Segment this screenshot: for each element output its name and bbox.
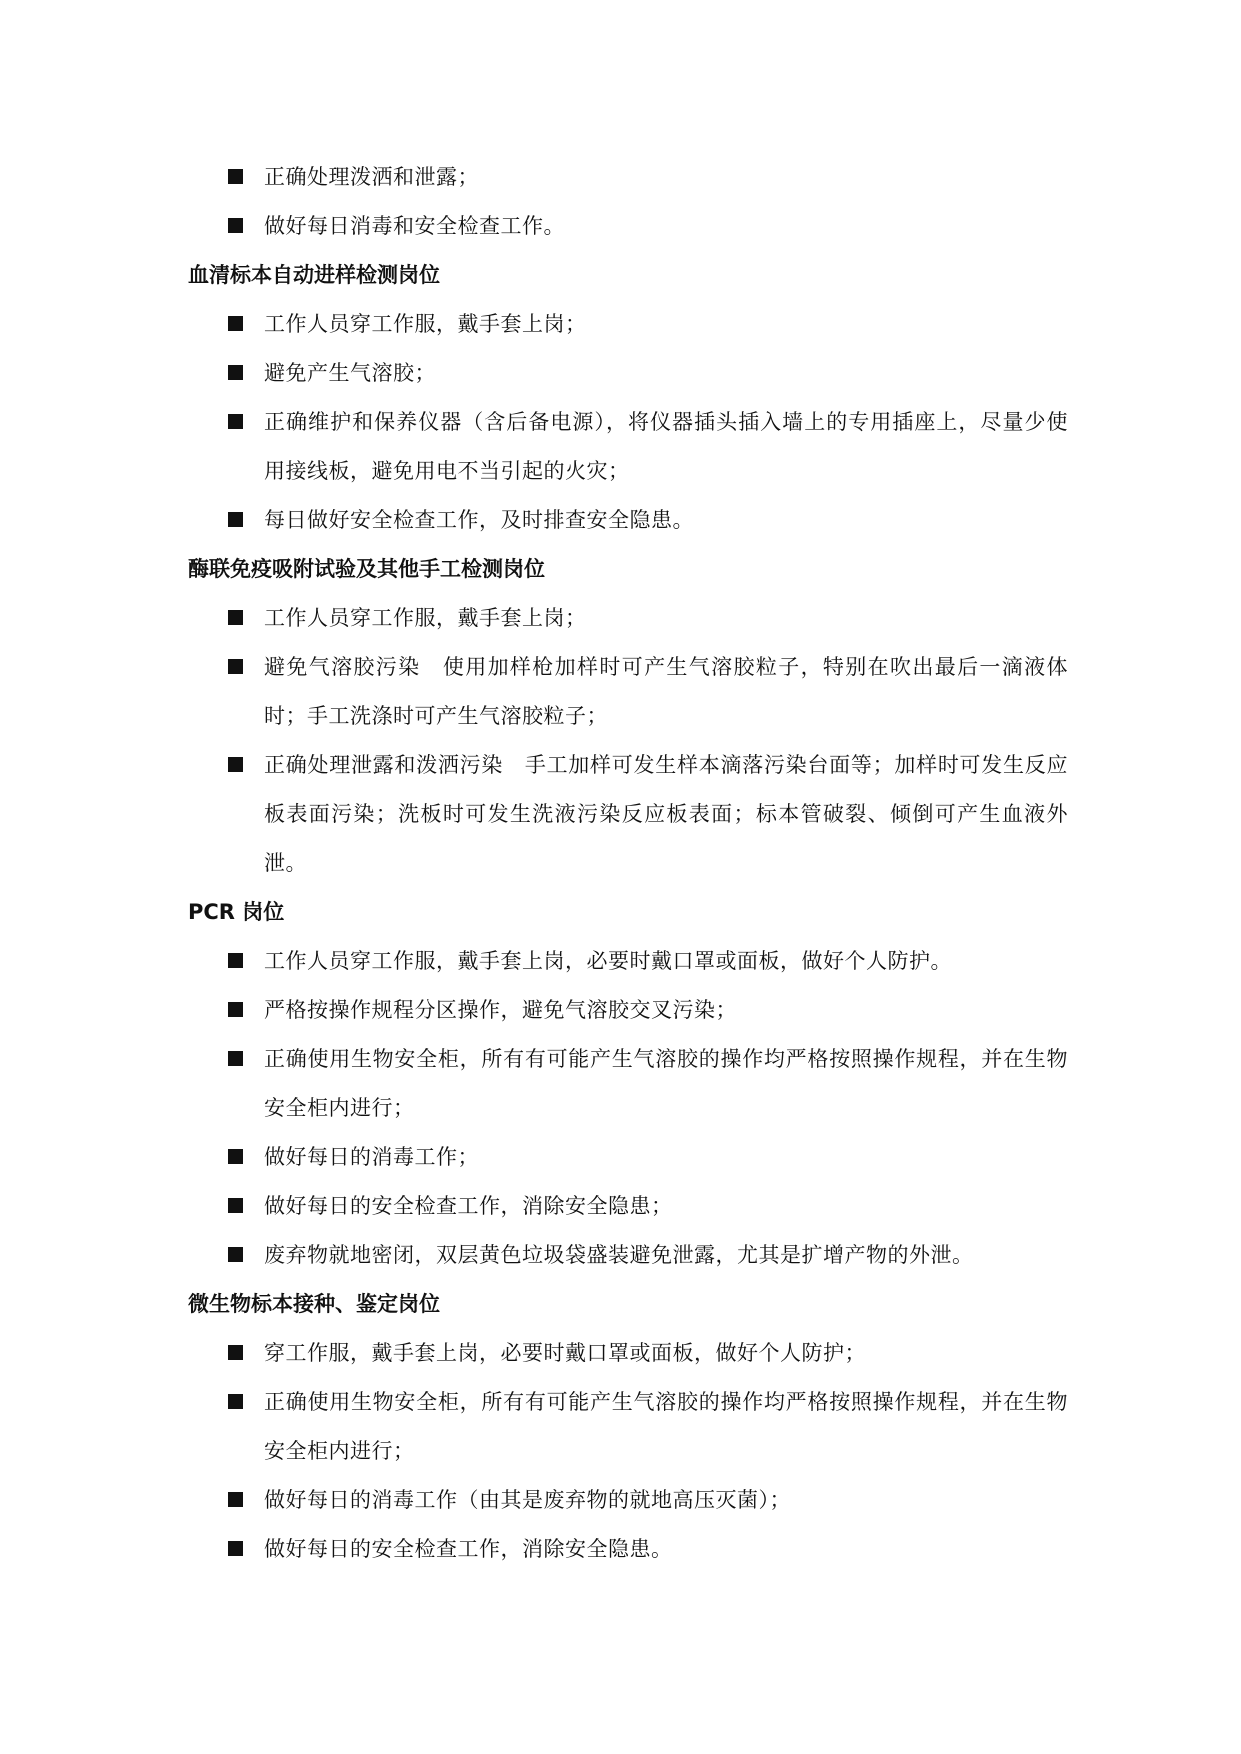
square-bullet-icon xyxy=(228,757,243,772)
square-bullet-icon xyxy=(228,659,243,674)
square-bullet-icon xyxy=(228,1541,243,1556)
list-item-text: 穿工作服，戴手套上岗，必要时戴口罩或面板，做好个人防护； xyxy=(264,1341,866,1365)
list-item-text: 正确维护和保养仪器（含后备电源），将仪器插头插入墙上的专用插座上，尽量少使用接线板，避免用电不当引起的火灾； xyxy=(264,410,1068,483)
list-item-text: 工作人员穿工作服，戴手套上岗； xyxy=(264,312,587,336)
document-body xyxy=(188,153,1068,1574)
list-item xyxy=(188,1035,1068,1133)
list-item xyxy=(188,741,1068,888)
section-elisa-manual xyxy=(188,545,1068,888)
bullet-list xyxy=(188,153,1068,251)
list-item xyxy=(188,1182,1068,1231)
list-item xyxy=(188,1329,1068,1378)
list-item xyxy=(188,937,1068,986)
square-bullet-icon xyxy=(228,1149,243,1164)
list-item-text: 每日做好安全检查工作，及时排查安全隐患。 xyxy=(264,508,694,532)
list-item-text: 正确使用生物安全柜，所有有可能产生气溶胶的操作均严格按照操作规程，并在生物安全柜内进行； xyxy=(264,1047,1068,1120)
list-item xyxy=(188,398,1068,496)
list-item-text: 做好每日消毒和安全检查工作。 xyxy=(264,214,565,238)
list-item-text: 正确使用生物安全柜，所有有可能产生气溶胶的操作均严格按照操作规程，并在生物安全柜内进行； xyxy=(264,1390,1068,1463)
list-item-text: 做好每日的安全检查工作，消除安全隐患。 xyxy=(264,1537,673,1561)
square-bullet-icon xyxy=(228,1002,243,1017)
list-item xyxy=(188,1525,1068,1574)
list-item-text: 正确处理泼洒和泄露； xyxy=(264,165,479,189)
bullet-list xyxy=(188,300,1068,545)
section-pcr xyxy=(188,888,1068,1280)
square-bullet-icon xyxy=(228,1051,243,1066)
list-item xyxy=(188,300,1068,349)
list-item-text: 做好每日的安全检查工作，消除安全隐患； xyxy=(264,1194,673,1218)
list-item-text: 工作人员穿工作服，戴手套上岗； xyxy=(264,606,587,630)
list-item-text: 严格按操作规程分区操作，避免气溶胶交叉污染； xyxy=(264,998,737,1022)
square-bullet-icon xyxy=(228,365,243,380)
square-bullet-icon xyxy=(228,1345,243,1360)
square-bullet-icon xyxy=(228,414,243,429)
square-bullet-icon xyxy=(228,512,243,527)
list-item xyxy=(188,986,1068,1035)
section-heading: 酶联免疫吸附试验及其他手工检测岗位 xyxy=(188,557,545,581)
list-item xyxy=(188,1476,1068,1525)
list-item-text: 做好每日的消毒工作； xyxy=(264,1145,479,1169)
bullet-list xyxy=(188,937,1068,1280)
bullet-list xyxy=(188,1329,1068,1574)
list-item xyxy=(188,1133,1068,1182)
section-serum-auto-sampling xyxy=(188,251,1068,545)
square-bullet-icon xyxy=(228,1394,243,1409)
list-item-text: 工作人员穿工作服，戴手套上岗，必要时戴口罩或面板，做好个人防护。 xyxy=(264,949,952,973)
list-item xyxy=(188,1231,1068,1280)
list-item xyxy=(188,643,1068,741)
list-item-text: 避免产生气溶胶； xyxy=(264,361,436,385)
section-continuation xyxy=(188,153,1068,251)
section-heading: 微生物标本接种、鉴定岗位 xyxy=(188,1292,440,1316)
list-item-text: 做好每日的消毒工作（由其是废弃物的就地高压灭菌）； xyxy=(264,1488,791,1512)
list-item-text: 废弃物就地密闭，双层黄色垃圾袋盛装避免泄露，尤其是扩增产物的外泄。 xyxy=(264,1243,974,1267)
list-item xyxy=(188,1378,1068,1476)
square-bullet-icon xyxy=(228,316,243,331)
list-item xyxy=(188,496,1068,545)
list-item xyxy=(188,153,1068,202)
square-bullet-icon xyxy=(228,169,243,184)
list-item-text: 避免气溶胶污染 使用加样枪加样时可产生气溶胶粒子，特别在吹出最后一滴液体时；手工洗涤时可产生气溶胶粒子； xyxy=(264,655,1068,728)
section-heading: 血清标本自动进样检测岗位 xyxy=(188,263,440,287)
square-bullet-icon xyxy=(228,953,243,968)
list-item xyxy=(188,202,1068,251)
bullet-list xyxy=(188,594,1068,888)
section-microbiology xyxy=(188,1280,1068,1574)
list-item-text: 正确处理泄露和泼洒污染 手工加样可发生样本滴落污染台面等；加样时可发生反应板表面污染；洗板时可发生洗液污染反应板表面；标本管破裂、倾倒可产生血液外泄。 xyxy=(264,753,1068,875)
square-bullet-icon xyxy=(228,1247,243,1262)
square-bullet-icon xyxy=(228,218,243,233)
list-item xyxy=(188,349,1068,398)
square-bullet-icon xyxy=(228,1492,243,1507)
square-bullet-icon xyxy=(228,610,243,625)
list-item xyxy=(188,594,1068,643)
square-bullet-icon xyxy=(228,1198,243,1213)
section-heading: PCR 岗位 xyxy=(188,900,285,924)
